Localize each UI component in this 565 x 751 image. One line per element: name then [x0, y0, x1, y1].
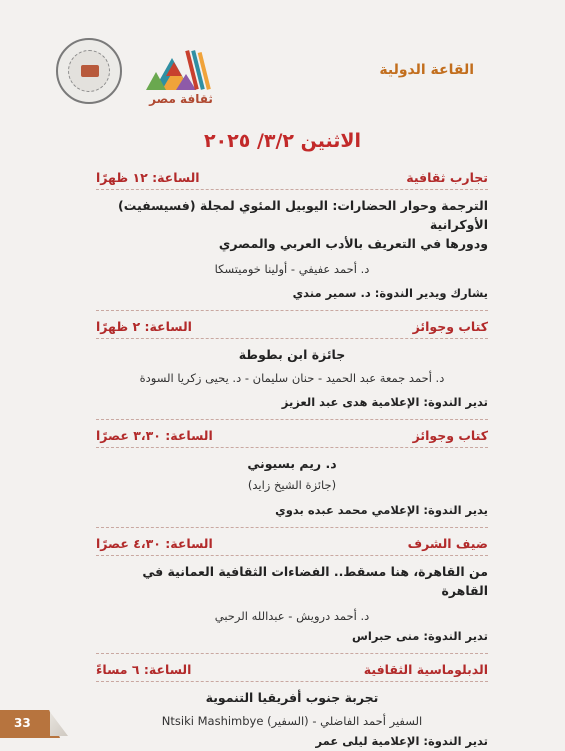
session-item: [96, 428, 488, 520]
session-subnote: (جائزة الشيخ زايد): [247, 478, 337, 492]
session-title: الترجمة وحوار الحضارات: اليوبيل المئوي لمجلة (فسيسفيت) الأوكرانية: [118, 198, 488, 232]
session-item: [96, 319, 488, 412]
page-curl-icon: [50, 712, 68, 736]
divider: [96, 527, 488, 528]
header: [50, 28, 530, 108]
session-title: جائزة ابن بطوطة: [238, 347, 346, 362]
session-category: ضيف الشرف: [407, 536, 488, 551]
session-moderator: يشارك ويدير الندوة: د. سمير مندي: [292, 286, 488, 300]
session-moderator: تدير الندوة: الإعلامية هدى عبد العزيز: [281, 395, 488, 409]
session-title: د. ريم بسيوني: [247, 456, 337, 471]
session-item: [96, 170, 488, 303]
divider: [96, 419, 488, 420]
session-speakers: السفير أحمد الفاضلي - (السفير) Ntsiki Mashimbye: [161, 714, 423, 728]
divider: [96, 653, 488, 654]
session-header: [96, 536, 488, 556]
session-header: [96, 662, 488, 682]
hall-title: القاعة الدولية: [379, 62, 474, 78]
seal-inner-ring: [68, 50, 110, 92]
logo-text: ثقافة مصر: [149, 92, 213, 106]
session-speakers: د. أحمد درويش - عبدالله الرحبي: [214, 609, 370, 623]
session-speakers: د. أحمد عفيفي - أولينا خوميتسكا: [214, 262, 370, 276]
session-moderator: تدير الندوة: منى حبراس: [352, 629, 488, 643]
divider: [96, 310, 488, 311]
session-header: [96, 428, 488, 448]
session-category: كتاب وجوائز: [412, 319, 488, 334]
session-time: الساعة: ٣،٣٠ عصرًا: [96, 428, 213, 443]
session-category: تجارب ثقافية: [406, 170, 488, 185]
session-item: [96, 662, 488, 751]
seal-book-icon: [81, 65, 99, 77]
session-time: الساعة: ٤،٣٠ عصرًا: [96, 536, 213, 551]
session-time: الساعة: ٦ مساءً: [96, 662, 192, 677]
session-item: [96, 536, 488, 646]
session-time: الساعة: ٢ ظهرًا: [96, 319, 192, 334]
session-category: الدبلوماسية الثقافية: [363, 662, 488, 677]
date-title: الاثنين ٣/٢/ ٢٠٢٥: [203, 130, 362, 152]
session-title: تجربة جنوب أفريقيا التنموية: [205, 690, 379, 705]
session-time: الساعة: ١٢ ظهرًا: [96, 170, 200, 185]
session-header: [96, 170, 488, 190]
page-number: 33: [14, 716, 31, 730]
session-header: [96, 319, 488, 339]
session-moderator: يدير الندوة: الإعلامي محمد عبده بدوي: [275, 503, 488, 517]
organization-seal-icon: [56, 38, 122, 104]
session-title: ودورها في التعريف بالأدب العربي والمصري: [218, 236, 488, 251]
session-moderator: تدير الندوة: الإعلامية ليلى عمر: [315, 734, 488, 748]
session-category: كتاب وجوائز: [412, 428, 488, 443]
session-title: من القاهرة، هنا مسقط.. الفضاءات الثقافية العمانية في القاهرة: [142, 564, 488, 598]
sessions-list: [96, 170, 488, 751]
session-speakers: د. أحمد جمعة عبد الحميد - حنان سليمان - د. يحيى زكريا السودة: [139, 371, 445, 385]
